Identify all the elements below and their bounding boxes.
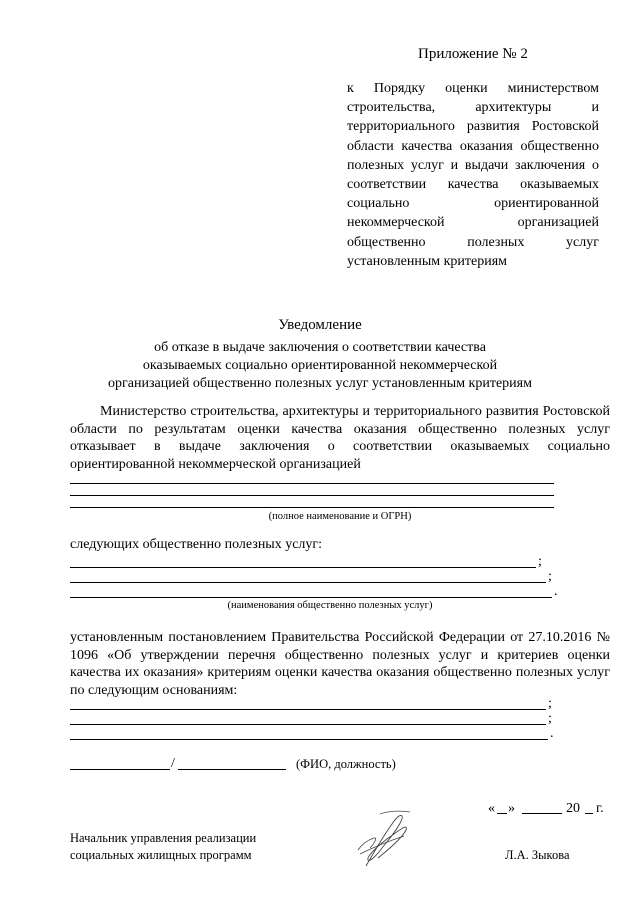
services-line-2[interactable] xyxy=(70,582,546,583)
appendix-reference: к Порядку оценки министерством строительства, архитектуры и территориального развития Ростовской области качества оказания общественно полезных услуг и выдачи заключения о соответствии качества оказываемых социально ориентированной некоммерческой организацией общественно полезных услуг установленным критериям xyxy=(347,81,599,269)
date-year-suffix: г. xyxy=(596,801,604,816)
services-line-3[interactable] xyxy=(70,597,552,598)
date-quote-open: « xyxy=(488,801,495,816)
grounds-line-3-period: . xyxy=(550,726,554,741)
signer-position-line-2: социальных жилищных программ xyxy=(70,848,252,862)
fio-name-line[interactable] xyxy=(178,769,286,770)
org-name-caption: (полное наименование и ОГРН) xyxy=(268,511,412,522)
notice-title: Уведомление xyxy=(278,317,362,333)
services-line-3-period: . xyxy=(554,584,558,599)
signer-name: Л.А. Зыкова xyxy=(505,848,570,862)
grounds-line-2[interactable] xyxy=(70,724,546,725)
signer-position-line-1: Начальник управления реализации xyxy=(70,831,257,845)
grounds-line-3[interactable] xyxy=(70,739,548,740)
grounds-line-1[interactable] xyxy=(70,709,546,710)
fio-slash: / xyxy=(171,756,175,771)
fio-signature-line[interactable] xyxy=(70,769,170,770)
notice-subtitle-line-1: об отказе в выдаче заключения о соответствии качества xyxy=(154,340,486,355)
grounds-line-1-semicolon: ; xyxy=(548,696,552,711)
org-name-line-2[interactable] xyxy=(70,495,554,496)
services-line-1[interactable] xyxy=(70,567,536,568)
date-year-suffix-line[interactable] xyxy=(585,813,593,814)
date-quote-close: » xyxy=(508,801,515,816)
notice-subtitle-line-3: организацией общественно полезных услуг установленным критериям xyxy=(108,376,532,391)
org-name-line-1[interactable] xyxy=(70,483,554,484)
date-day-line[interactable] xyxy=(497,813,507,814)
refusal-paragraph: Министерство строительства, архитектуры и территориального развития Ростовской области по результатам оценки качества оказания общественно полезных услуг отказывает в выдаче заключения о соответствии оказываемых социально ориентированной некоммерческой организацией xyxy=(70,404,610,472)
appendix-title: Приложение № 2 xyxy=(418,46,528,62)
date-month-line[interactable] xyxy=(522,813,562,814)
services-line-1-semicolon: ; xyxy=(538,554,542,569)
handwritten-signature xyxy=(352,808,416,870)
grounds-line-2-semicolon: ; xyxy=(548,711,552,726)
fio-caption: (ФИО, должность) xyxy=(296,757,396,771)
services-line-2-semicolon: ; xyxy=(548,569,552,584)
date-year: 20 xyxy=(566,801,580,816)
services-label: следующих общественно полезных услуг: xyxy=(70,537,323,552)
org-name-line-3[interactable] xyxy=(70,507,554,508)
grounds-paragraph: установленным постановлением Правительства Российской Федерации от 27.10.2016 № 1096 «Об утверждении перечня общественно полезных услуг и критериев оценки качества их оказания» критериям оценки качества оказания общественно полезных услуг по следующим основаниям: xyxy=(70,630,610,698)
notice-subtitle-line-2: оказываемых социально ориентированной некоммерческой xyxy=(142,358,498,373)
services-caption: (наименования общественно полезных услуг) xyxy=(227,600,433,611)
